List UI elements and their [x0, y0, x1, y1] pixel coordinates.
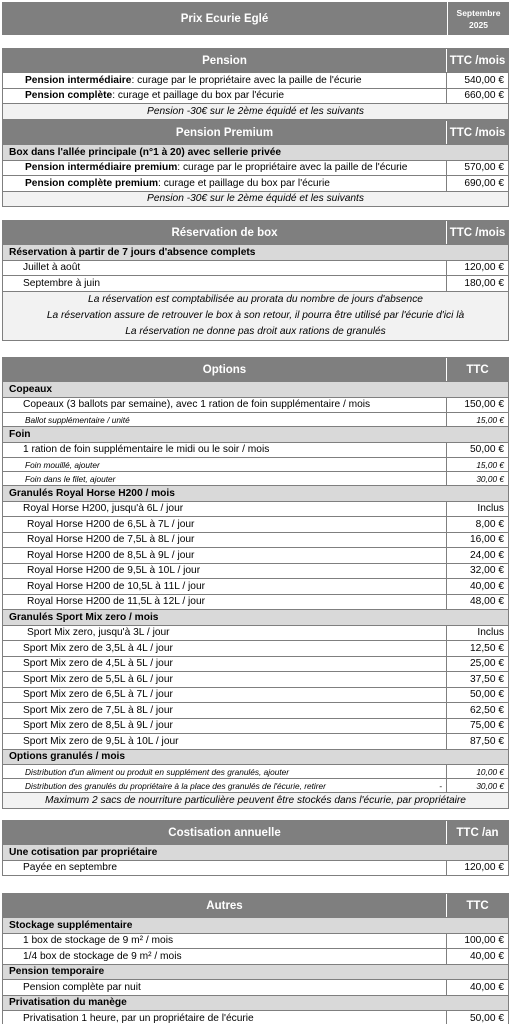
table-row — [2, 458, 509, 472]
row-price: 37,50 € — [470, 673, 504, 685]
category-label: Copeaux — [9, 383, 53, 395]
section-title: Options — [3, 358, 447, 381]
row-price: 48,00 € — [470, 596, 504, 608]
table-row — [2, 1011, 509, 1024]
row-price: 570,00 € — [464, 162, 504, 174]
row-label: Pension complète par nuit — [3, 980, 447, 995]
table-row — [2, 564, 509, 580]
row-label: Sport Mix zero, jusqu'à 3L / jour — [3, 626, 447, 641]
row-label: Distribution d'un aliment ou produit en supplément des granulés, ajouter — [3, 765, 447, 778]
row-price: 40,00 € — [470, 950, 504, 962]
section-note: Pension -30€ sur le 2ème équidé et les suivants — [2, 192, 509, 208]
row-label: : curage par le propriétaire avec la paille de l'écurie — [177, 162, 408, 174]
table-row — [2, 980, 509, 996]
category-row — [2, 145, 509, 161]
category-row — [2, 750, 509, 766]
section-header — [2, 820, 509, 845]
row-label: : curage et paillage du box par l'écurie — [158, 177, 330, 189]
table-row — [2, 472, 509, 486]
column-header: TTC /an — [456, 826, 499, 839]
table-row — [2, 413, 509, 427]
row-price: 120,00 € — [464, 862, 504, 874]
row-label: Foin dans le filet, ajouter — [3, 472, 447, 485]
category-label: Stockage supplémentaire — [9, 919, 133, 931]
category-label: Granulés Royal Horse H200 / mois — [9, 487, 175, 499]
row-label: Sport Mix zero de 9,5L à 10L / jour — [3, 734, 447, 749]
category-label: Granulés Sport Mix zero / mois — [9, 611, 159, 623]
category-label: Pension temporaire — [9, 966, 105, 978]
row-price: 12,50 € — [470, 642, 504, 654]
column-header: TTC /mois — [449, 126, 506, 139]
row-price: 540,00 € — [464, 74, 504, 86]
note-line: La réservation ne donne pas droit aux rations de granulés — [125, 326, 386, 337]
row-price: 8,00 € — [475, 518, 504, 530]
section-title: Réservation de box — [3, 221, 447, 244]
table-row — [2, 934, 509, 950]
table-row — [2, 548, 509, 564]
row-label: Payée en septembre — [3, 861, 447, 876]
row-price: 120,00 € — [464, 262, 504, 274]
section-title: Pension Premium — [3, 121, 447, 144]
category-label: Une cotisation par propriétaire — [9, 846, 158, 858]
table-row — [2, 779, 509, 793]
table-row — [2, 861, 509, 877]
row-label: Sport Mix zero de 7,5L à 8L / jour — [3, 703, 447, 718]
row-label: : curage par le propriétaire avec la paille de l'écurie — [131, 74, 362, 86]
row-label: Royal Horse H200 de 6,5L à 7L / jour — [3, 517, 447, 532]
row-price: 150,00 € — [464, 399, 504, 411]
section-header — [2, 893, 509, 918]
category-row — [2, 845, 509, 861]
category-row — [2, 427, 509, 443]
section-pension — [2, 48, 509, 120]
row-label: 1 box de stockage de 9 m² / mois — [3, 934, 447, 949]
table-row — [2, 398, 509, 414]
date-month: Septembre — [456, 7, 501, 18]
row-label: Foin mouillé, ajouter — [3, 458, 447, 471]
row-price: 100,00 € — [464, 935, 504, 947]
row-label-bold: Pension intermédiaire — [25, 74, 132, 86]
row-label: Septembre à juin — [3, 276, 447, 291]
category-label: Privatisation du manège — [9, 997, 127, 1009]
row-label-bold: Pension complète — [25, 90, 113, 102]
table-row — [2, 261, 509, 277]
section-cotisation — [2, 820, 509, 876]
row-label: Privatisation 1 heure, par un propriétaire de l'écurie — [3, 1011, 447, 1024]
table-row — [2, 626, 509, 642]
row-price: 25,00 € — [470, 658, 504, 670]
table-row — [2, 688, 509, 704]
row-price: 10,00 € — [476, 766, 504, 777]
row-label: Royal Horse H200, jusqu'à 6L / jour — [3, 502, 447, 517]
row-price: 24,00 € — [470, 549, 504, 561]
section-header — [2, 357, 509, 382]
table-row — [2, 517, 509, 533]
row-label: Distribution des granulés du propriétaire à la place des granulés de l'écurie, retirer — [25, 780, 326, 791]
row-price: Inclus — [477, 503, 504, 515]
row-label: Sport Mix zero de 5,5L à 6L / jour — [3, 672, 447, 687]
table-row — [2, 595, 509, 611]
row-label: Royal Horse H200 de 9,5L à 10L / jour — [3, 564, 447, 579]
row-label-bold: Pension complète premium — [25, 177, 159, 189]
column-header: TTC — [466, 899, 489, 912]
row-price: 690,00 € — [464, 177, 504, 189]
section-title: Autres — [3, 894, 447, 917]
row-price: 660,00 € — [464, 90, 504, 102]
category-row — [2, 245, 509, 261]
category-row — [2, 965, 509, 981]
section-options — [2, 357, 509, 809]
row-price: 30,00 € — [476, 473, 504, 484]
section-notes — [2, 292, 509, 341]
section-autres — [2, 893, 509, 1024]
row-price: 50,00 € — [470, 1012, 504, 1024]
section-premium — [2, 120, 509, 207]
table-row — [2, 276, 509, 292]
row-label: Ballot supplémentaire / unité — [3, 413, 447, 426]
row-label: Royal Horse H200 de 7,5L à 8L / jour — [3, 533, 447, 548]
category-row — [2, 918, 509, 934]
row-label: 1/4 box de stockage de 9 m² / mois — [3, 949, 447, 964]
section-title: Pension — [3, 49, 447, 72]
column-header: TTC /mois — [449, 226, 506, 239]
minus-sign: - — [439, 780, 442, 791]
row-price: Inclus — [477, 627, 504, 639]
category-label: Réservation à partir de 7 jours d'absence complets — [9, 246, 256, 258]
table-row — [2, 657, 509, 673]
row-label: Sport Mix zero de 8,5L à 9L / jour — [3, 719, 447, 734]
section-header — [2, 48, 509, 73]
section-reservation — [2, 220, 509, 341]
table-row — [2, 703, 509, 719]
row-label: Royal Horse H200 de 10,5L à 11L / jour — [3, 579, 447, 594]
category-label: Foin — [9, 428, 31, 440]
table-row — [2, 443, 509, 459]
row-price: 87,50 € — [470, 735, 504, 747]
table-row — [2, 672, 509, 688]
row-price: 16,00 € — [470, 534, 504, 546]
row-price: 15,00 € — [476, 414, 504, 425]
category-label: Box dans l'allée principale (n°1 à 20) avec sellerie privée — [9, 146, 282, 158]
table-row — [2, 73, 509, 89]
row-label: Royal Horse H200 de 8,5L à 9L / jour — [3, 548, 447, 563]
row-label: Sport Mix zero de 6,5L à 7L / jour — [3, 688, 447, 703]
table-row — [2, 579, 509, 595]
table-row — [2, 161, 509, 177]
page-header — [2, 2, 509, 35]
column-header: TTC /mois — [449, 54, 506, 67]
table-row — [2, 765, 509, 779]
row-price: 62,50 € — [470, 704, 504, 716]
row-price: 180,00 € — [464, 277, 504, 289]
row-price: 40,00 € — [470, 981, 504, 993]
row-price: 32,00 € — [470, 565, 504, 577]
column-header: TTC — [466, 363, 489, 376]
page-title: Prix Ecurie Eglé — [2, 2, 448, 35]
row-label: Copeaux (3 ballots par semaine), avec 1 ration de foin supplémentaire / mois — [3, 398, 447, 413]
table-row — [2, 89, 509, 105]
table-row — [2, 533, 509, 549]
category-row — [2, 486, 509, 502]
table-row — [2, 641, 509, 657]
table-row — [2, 719, 509, 735]
row-price: 50,00 € — [470, 689, 504, 701]
category-row — [2, 382, 509, 398]
row-label: Juillet à août — [3, 261, 447, 276]
row-label: Sport Mix zero de 3,5L à 4L / jour — [3, 641, 447, 656]
section-title: Costisation annuelle — [3, 821, 447, 844]
table-row — [2, 734, 509, 750]
row-label: : curage et paillage du box par l'écurie — [112, 90, 285, 102]
table-row — [2, 502, 509, 518]
category-row — [2, 610, 509, 626]
section-note: Pension -30€ sur le 2ème équidé et les suivants — [2, 104, 509, 120]
date-year: 2025 — [469, 19, 488, 30]
row-label: Royal Horse H200 de 11,5L à 12L / jour — [3, 595, 447, 610]
row-price: 75,00 € — [470, 720, 504, 732]
note-line: La réservation est comptabilisée au prorata du nombre de jours d'absence — [88, 294, 423, 305]
row-price: 15,00 € — [476, 459, 504, 470]
row-price: 50,00 € — [470, 444, 504, 456]
section-header — [2, 220, 509, 245]
page-date — [448, 2, 509, 35]
row-price: 40,00 € — [470, 580, 504, 592]
table-row — [2, 176, 509, 192]
category-row — [2, 996, 509, 1012]
section-header — [2, 120, 509, 145]
note-line: La réservation assure de retrouver le box à son retour, il pourra être utilisé par l'écurie d'ici là — [46, 310, 465, 321]
row-label: Sport Mix zero de 4,5L à 5L / jour — [3, 657, 447, 672]
category-label: Options granulés / mois — [9, 751, 126, 763]
section-note: Maximum 2 sacs de nourriture particulière peuvent être stockés dans l'écurie, par propriétaire — [2, 793, 509, 809]
table-row — [2, 949, 509, 965]
row-price: 30,00 € — [476, 780, 504, 791]
row-label: 1 ration de foin supplémentaire le midi ou le soir / mois — [3, 443, 447, 458]
row-label-bold: Pension intermédiaire premium — [25, 162, 178, 174]
